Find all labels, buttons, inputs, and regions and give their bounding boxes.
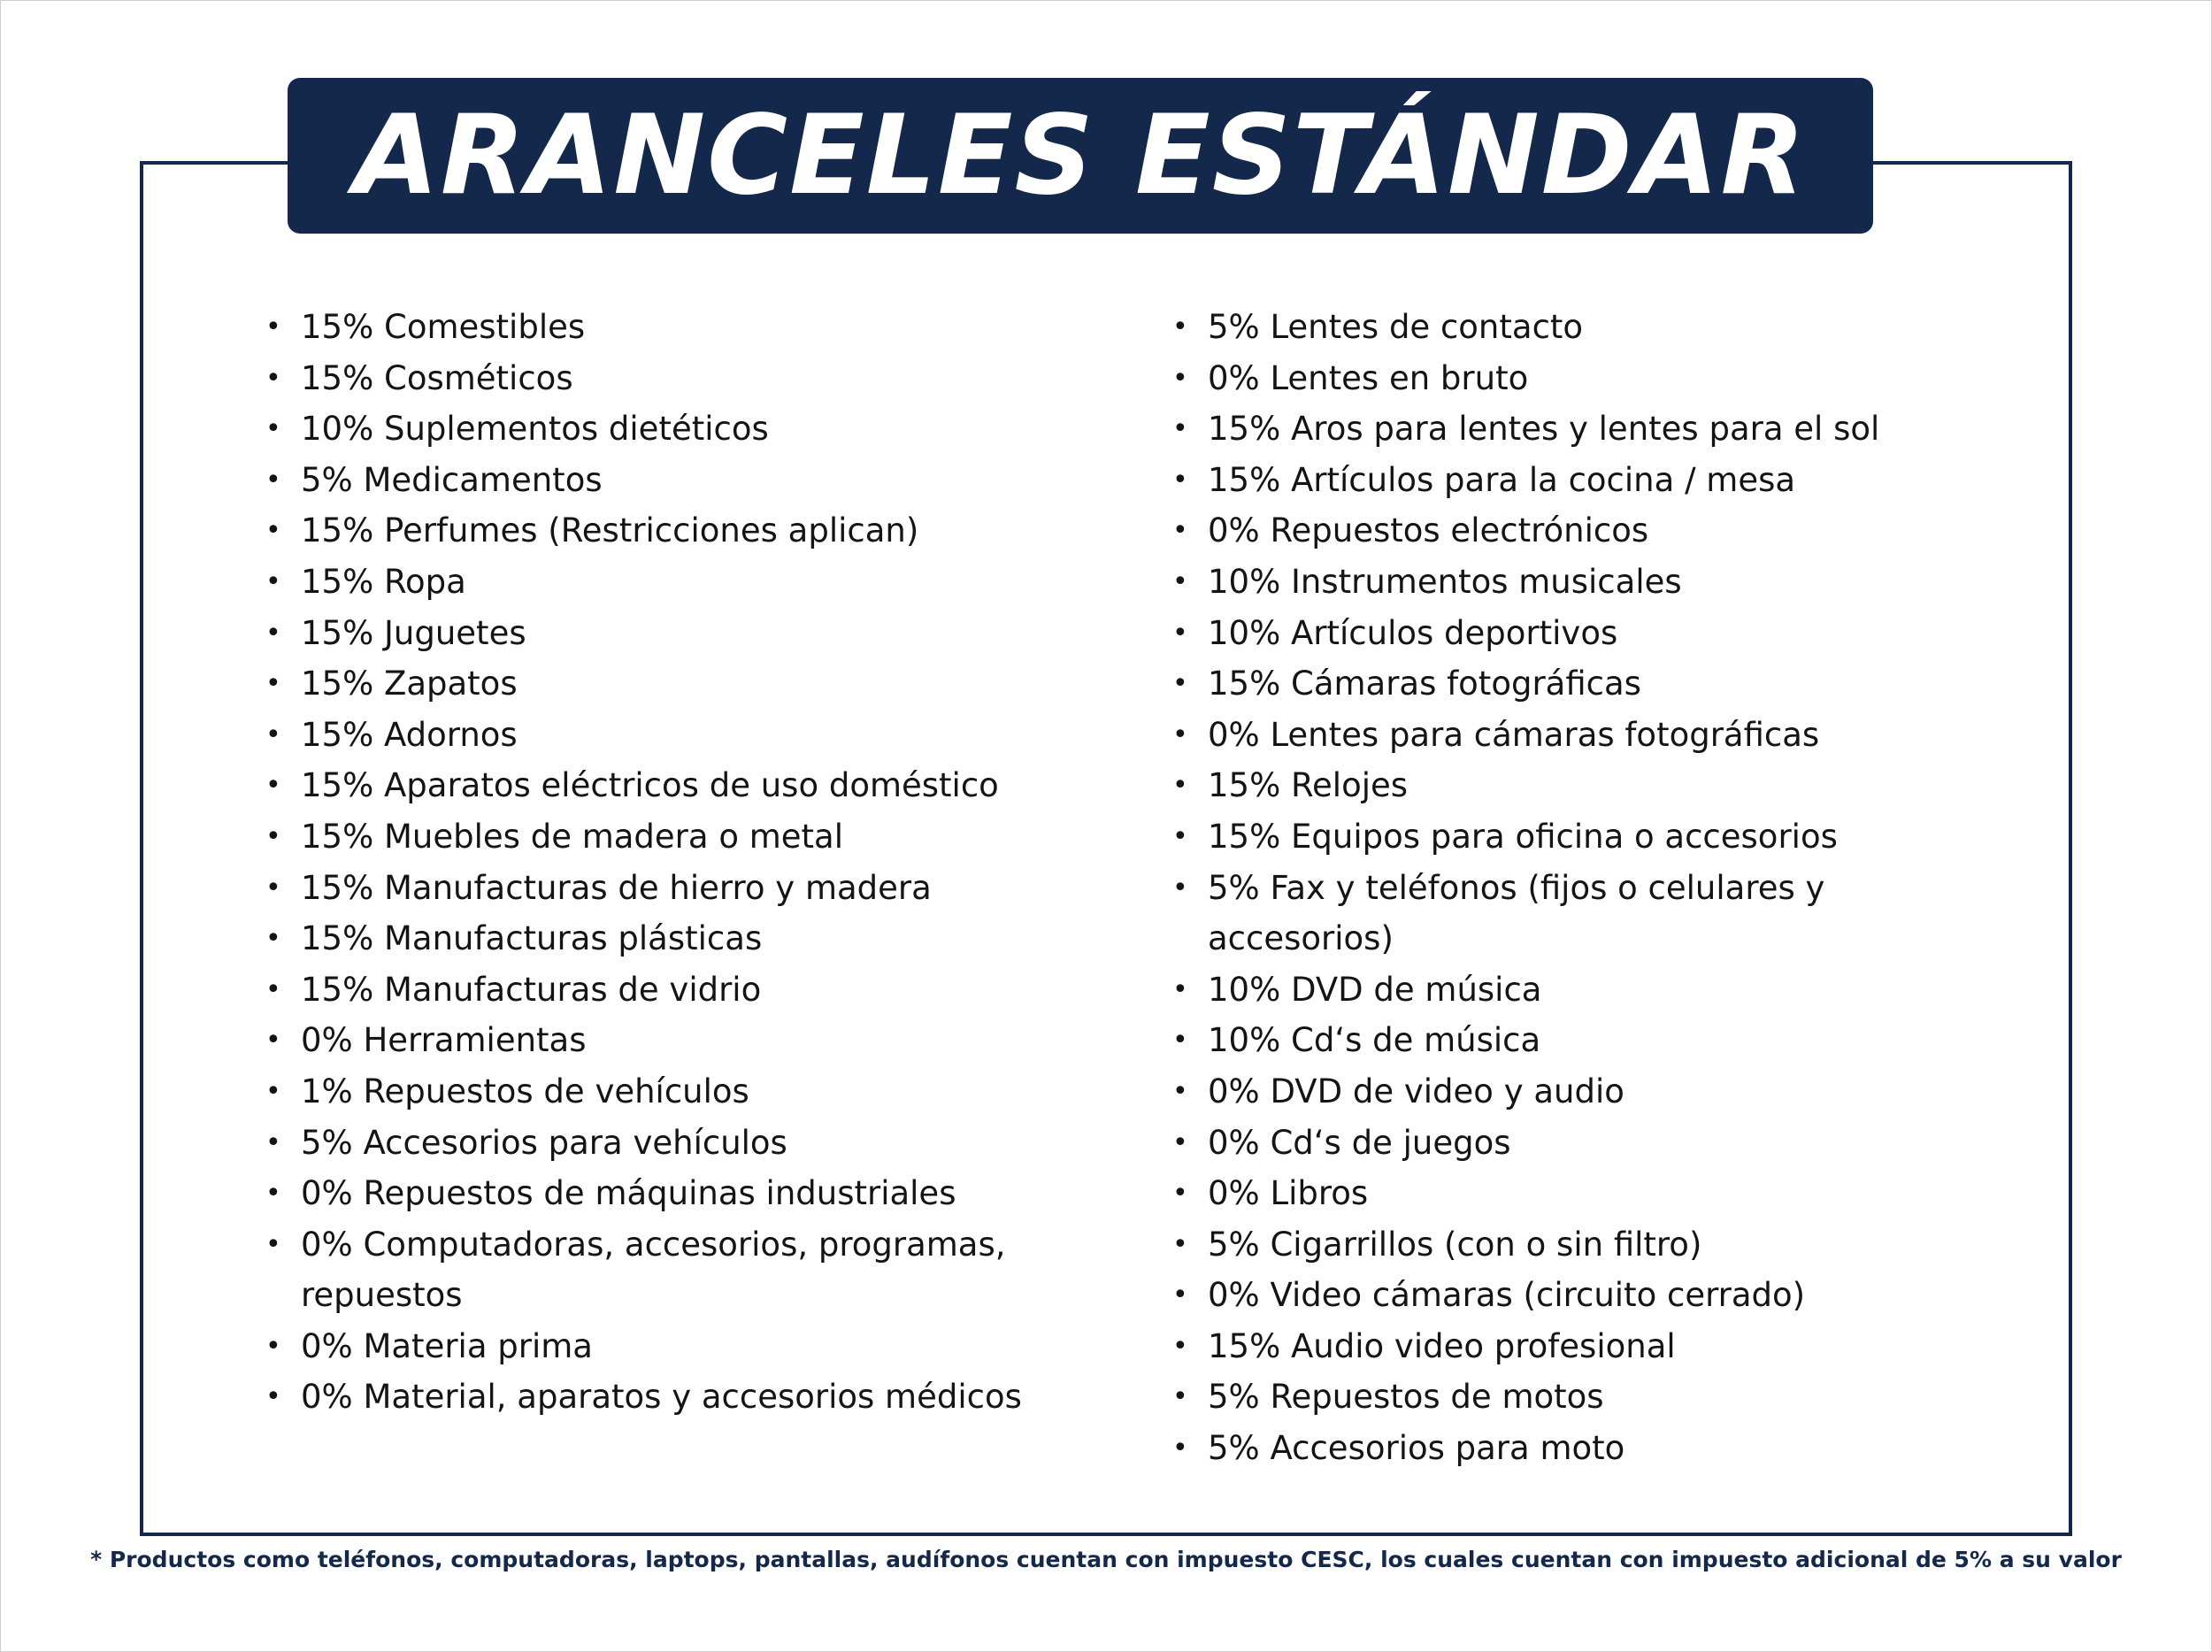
- tariff-item: [265, 403, 1062, 455]
- bullet-icon: •: [265, 1075, 281, 1107]
- tariff-item: [265, 302, 1062, 353]
- bullet-icon: •: [1172, 1025, 1188, 1057]
- tariff-item: [265, 658, 1062, 710]
- tariff-item: [1172, 1118, 1969, 1169]
- bullet-icon: •: [1172, 515, 1188, 547]
- tariff-item-text: 15% Artículos para la cocina / mesa: [1208, 460, 1796, 499]
- bullet-icon: •: [265, 820, 281, 852]
- tariff-item-text: 0% Herramientas: [301, 1021, 587, 1060]
- tariff-item: [1172, 608, 1969, 659]
- tariff-item-text: 15% Cámaras fotográficas: [1208, 665, 1641, 703]
- tariff-item: [1172, 403, 1969, 455]
- bullet-icon: •: [265, 1381, 281, 1413]
- tariff-item-text: 15% Equipos para oficina o accesorios: [1208, 817, 1838, 856]
- bullet-icon: •: [1172, 565, 1188, 597]
- bullet-icon: •: [265, 973, 281, 1005]
- tariff-item-text: 5% Medicamentos: [301, 460, 603, 499]
- tariff-item: [265, 608, 1062, 659]
- tariff-list-right: [1172, 302, 1969, 1474]
- bullet-icon: •: [1172, 362, 1188, 394]
- tariff-item-text: 0% Libros: [1208, 1174, 1369, 1213]
- bullet-icon: •: [265, 1330, 281, 1362]
- tariff-item-text: 10% Instrumentos musicales: [1208, 562, 1682, 601]
- tariff-item: [1172, 505, 1969, 557]
- tariff-item: [1172, 1423, 1969, 1474]
- tariff-item: [1172, 1168, 1969, 1219]
- bullet-icon: •: [265, 311, 281, 342]
- tariff-item-text: 15% Cosméticos: [301, 358, 573, 397]
- tariff-item-text: 10% DVD de música: [1208, 970, 1542, 1009]
- tariff-item: [1172, 1066, 1969, 1118]
- tariff-item-text: 15% Juguetes: [301, 613, 526, 652]
- tariff-item-text: 5% Accesorios para moto: [1208, 1429, 1625, 1468]
- bullet-icon: •: [1172, 770, 1188, 802]
- tariff-item-text: 15% Perfumes (Restricciones aplican): [301, 511, 919, 550]
- bullet-icon: •: [1172, 1126, 1188, 1158]
- bullet-icon: •: [265, 464, 281, 496]
- tariff-item: [265, 811, 1062, 863]
- bullet-icon: •: [265, 362, 281, 394]
- tariff-item: [1172, 811, 1969, 863]
- bullet-icon: •: [1172, 668, 1188, 700]
- bullet-icon: •: [265, 872, 281, 903]
- tariff-item-text: 15% Comestibles: [301, 308, 586, 346]
- tariff-item-text: 0% Material, aparatos y accesorios médicos: [301, 1378, 1022, 1417]
- tariff-item: [265, 557, 1062, 608]
- tariff-item-text: 5% Lentes de contacto: [1208, 308, 1584, 346]
- tariff-item: [265, 1168, 1062, 1219]
- tariff-item-text: 0% Materia prima: [301, 1326, 593, 1365]
- tariff-item: [265, 863, 1062, 914]
- tariff-item: [1172, 1270, 1969, 1321]
- tariff-item-text: 15% Manufacturas de hierro y madera: [301, 868, 932, 907]
- bullet-icon: •: [265, 617, 281, 649]
- tariff-item: [265, 1372, 1062, 1423]
- bullet-icon: •: [1172, 1075, 1188, 1107]
- tariff-item: [265, 455, 1062, 506]
- bullet-icon: •: [1172, 413, 1188, 445]
- bullet-icon: •: [1172, 1228, 1188, 1260]
- tariff-item-text: 15% Muebles de madera o metal: [301, 817, 843, 856]
- tariff-item-text: 15% Manufacturas de vidrio: [301, 970, 762, 1009]
- bullet-icon: •: [1172, 973, 1188, 1005]
- tariff-item-text: 5% Accesorios para vehículos: [301, 1123, 787, 1162]
- tariff-item-text: 0% Repuestos de máquinas industriales: [301, 1174, 956, 1213]
- tariff-item: [265, 1321, 1062, 1372]
- tariff-item-text: 15% Ropa: [301, 562, 466, 601]
- tariff-item-text: 15% Manufacturas plásticas: [301, 919, 763, 958]
- bullet-icon: •: [265, 515, 281, 547]
- bullet-icon: •: [265, 1178, 281, 1210]
- tariff-item-text: 0% Video cámaras (circuito cerrado): [1208, 1276, 1806, 1315]
- tariff-item: [265, 1118, 1062, 1169]
- tariff-list-left: [265, 302, 1062, 1423]
- tariff-item-text: 10% Cd‘s de música: [1208, 1021, 1541, 1060]
- tariff-item: [1172, 964, 1969, 1016]
- tariff-item-text: 0% Lentes en bruto: [1208, 358, 1529, 397]
- bullet-icon: •: [265, 1025, 281, 1057]
- tariff-item: [1172, 760, 1969, 811]
- bullet-icon: •: [1172, 1381, 1188, 1413]
- tariff-item: [265, 710, 1062, 761]
- bullet-icon: •: [265, 770, 281, 802]
- tariff-item-text: 15% Relojes: [1208, 766, 1409, 805]
- tariff-item-text: 15% Adornos: [301, 715, 518, 754]
- bullet-icon: •: [265, 668, 281, 700]
- bullet-icon: •: [1172, 718, 1188, 750]
- tariff-item: [1172, 863, 1969, 964]
- bullet-icon: •: [265, 565, 281, 597]
- bullet-icon: •: [1172, 1433, 1188, 1464]
- bullet-icon: •: [265, 923, 281, 955]
- tariff-item-text: 0% Lentes para cámaras fotográficas: [1208, 715, 1820, 754]
- tariff-item-text: 15% Zapatos: [301, 665, 518, 703]
- tariff-item: [265, 760, 1062, 811]
- tariff-item: [265, 1219, 1062, 1321]
- bullet-icon: •: [1172, 872, 1188, 903]
- tariff-item: [1172, 710, 1969, 761]
- bullet-icon: •: [1172, 820, 1188, 852]
- tariff-item-text: 0% Cd‘s de juegos: [1208, 1123, 1511, 1162]
- bullet-icon: •: [1172, 1178, 1188, 1210]
- tariff-item: [265, 505, 1062, 557]
- tariff-item: [1172, 1015, 1969, 1066]
- tariff-item-text: 0% Computadoras, accesorios, programas, repuestos: [301, 1225, 1006, 1315]
- tariff-item: [1172, 1321, 1969, 1372]
- tariff-item-text: 15% Aros para lentes y lentes para el sol: [1208, 410, 1880, 449]
- tariff-item-text: 5% Cigarrillos (con o sin filtro): [1208, 1225, 1702, 1264]
- tariff-item: [265, 1015, 1062, 1066]
- tariff-item: [265, 353, 1062, 404]
- title-banner: [288, 78, 1873, 234]
- bullet-icon: •: [1172, 1279, 1188, 1311]
- tariff-item: [265, 1066, 1062, 1118]
- tariff-item-text: 1% Repuestos de vehículos: [301, 1072, 749, 1110]
- bullet-icon: •: [1172, 311, 1188, 342]
- tariff-item: [1172, 455, 1969, 506]
- tariff-item-text: 0% DVD de video y audio: [1208, 1072, 1624, 1110]
- bullet-icon: •: [1172, 617, 1188, 649]
- footnote: * Productos como teléfonos, computadoras, laptops, pantallas, audífonos cuentan con impuesto CESC, los cuales cuentan con impuesto adicional de 5% a su valor: [90, 1547, 2122, 1572]
- tariff-item: [1172, 1372, 1969, 1423]
- bullet-icon: •: [265, 1228, 281, 1260]
- tariff-item-text: 5% Repuestos de motos: [1208, 1378, 1604, 1417]
- tariff-item: [265, 913, 1062, 964]
- tariff-item-text: 10% Artículos deportivos: [1208, 613, 1618, 652]
- tariff-item: [265, 964, 1062, 1016]
- tariff-item-text: 5% Fax y teléfonos (fijos o celulares y accesorios): [1208, 868, 1825, 958]
- tariff-item: [1172, 302, 1969, 353]
- tariff-item-text: 0% Repuestos electrónicos: [1208, 511, 1649, 550]
- tariff-item: [1172, 353, 1969, 404]
- tariff-item-text: 15% Aparatos eléctricos de uso doméstico: [301, 766, 999, 805]
- tariff-item: [1172, 557, 1969, 608]
- bullet-icon: •: [1172, 464, 1188, 496]
- bullet-icon: •: [1172, 1330, 1188, 1362]
- tariff-item: [1172, 658, 1969, 710]
- bullet-icon: •: [265, 718, 281, 750]
- tariff-item: [1172, 1219, 1969, 1271]
- tariff-item-text: 15% Audio video profesional: [1208, 1326, 1676, 1365]
- bullet-icon: •: [265, 413, 281, 445]
- tariff-item-text: 10% Suplementos dietéticos: [301, 410, 769, 449]
- bullet-icon: •: [265, 1126, 281, 1158]
- page-title: ARANCELES ESTÁNDAR: [353, 92, 1808, 219]
